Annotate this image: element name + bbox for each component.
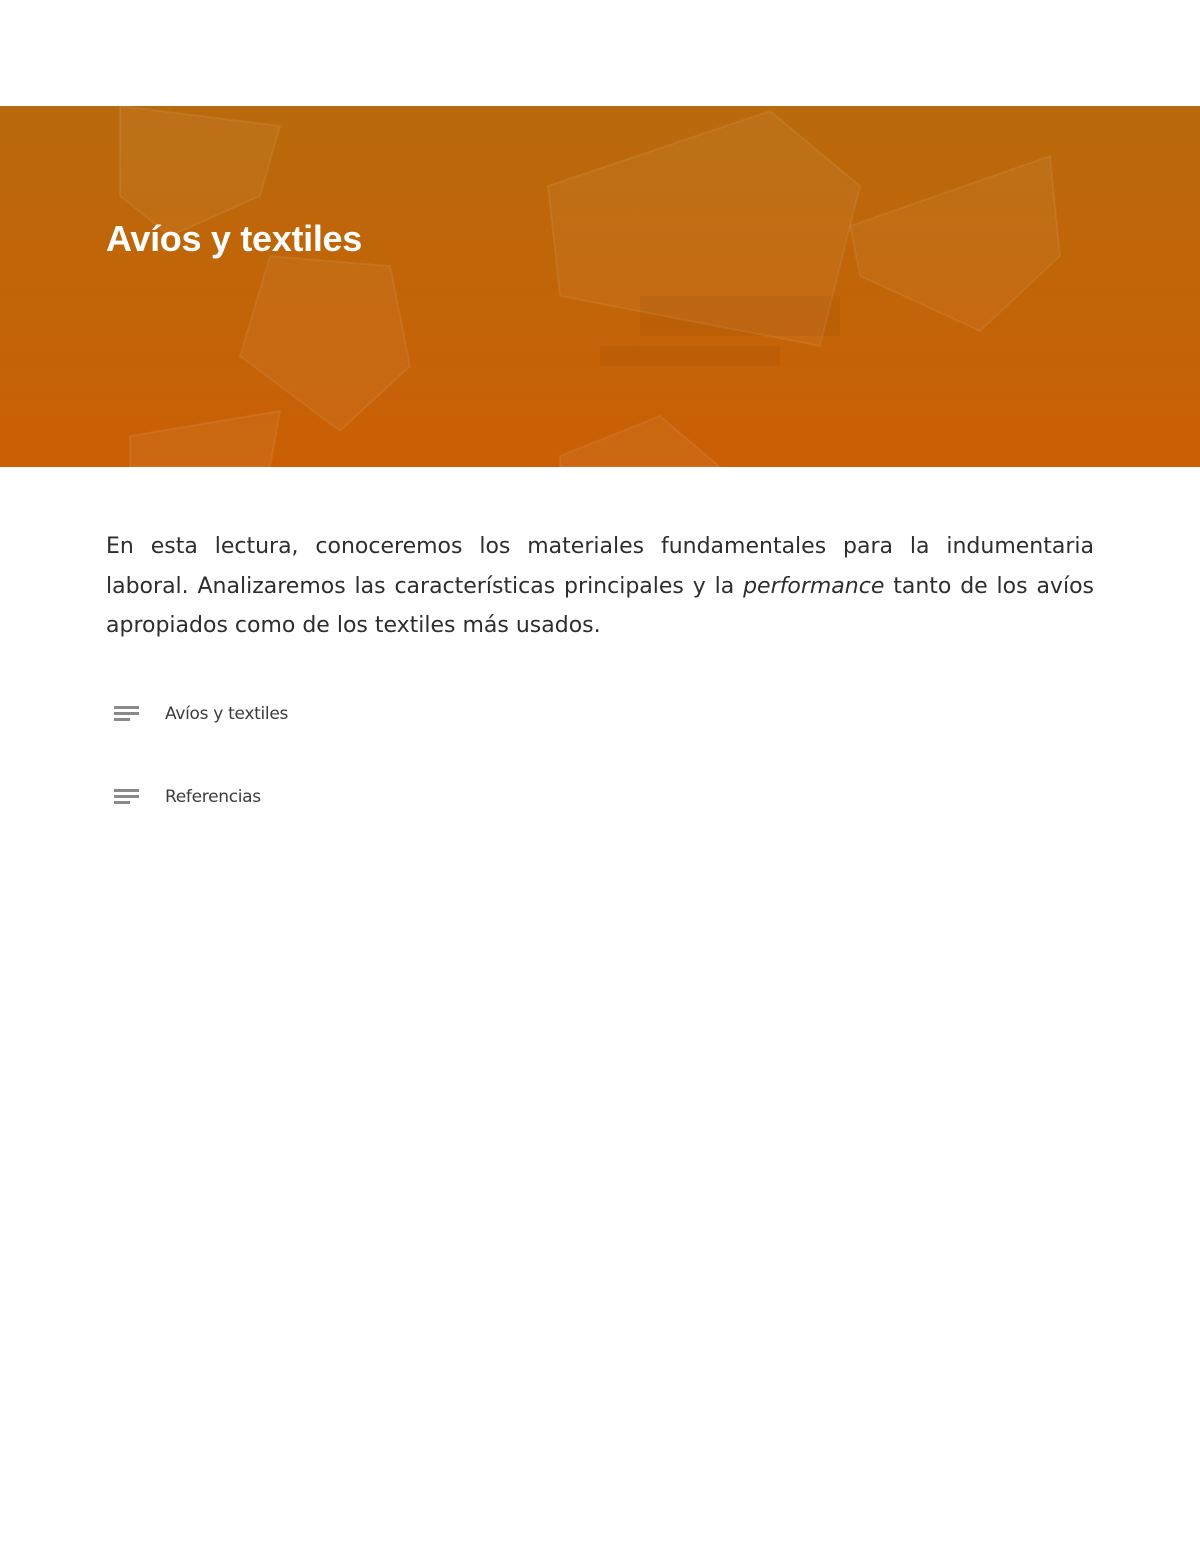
intro-paragraph (106, 527, 1094, 646)
text-lines-icon (114, 787, 140, 807)
table-of-contents (114, 690, 714, 856)
toc-item-label: Avíos y textiles (165, 704, 289, 724)
intro-emphasis: performance (743, 573, 885, 599)
text-lines-icon (114, 704, 140, 724)
page-title: Avíos y textiles (106, 218, 362, 259)
intro-text-before: En esta lectura, conoceremos los materiales fundamentales para la indumentaria laboral. Analizaremos las características principales y la (106, 534, 1094, 599)
hero-background-art (0, 106, 1200, 467)
toc-item-label: Referencias (165, 787, 261, 807)
toc-item-avios-y-textiles[interactable] (114, 690, 714, 738)
intro-text-after: tanto de los avíos apropiados como de los textiles más usados. (106, 573, 1094, 638)
hero-banner (0, 106, 1200, 467)
toc-item-referencias[interactable] (114, 773, 714, 821)
